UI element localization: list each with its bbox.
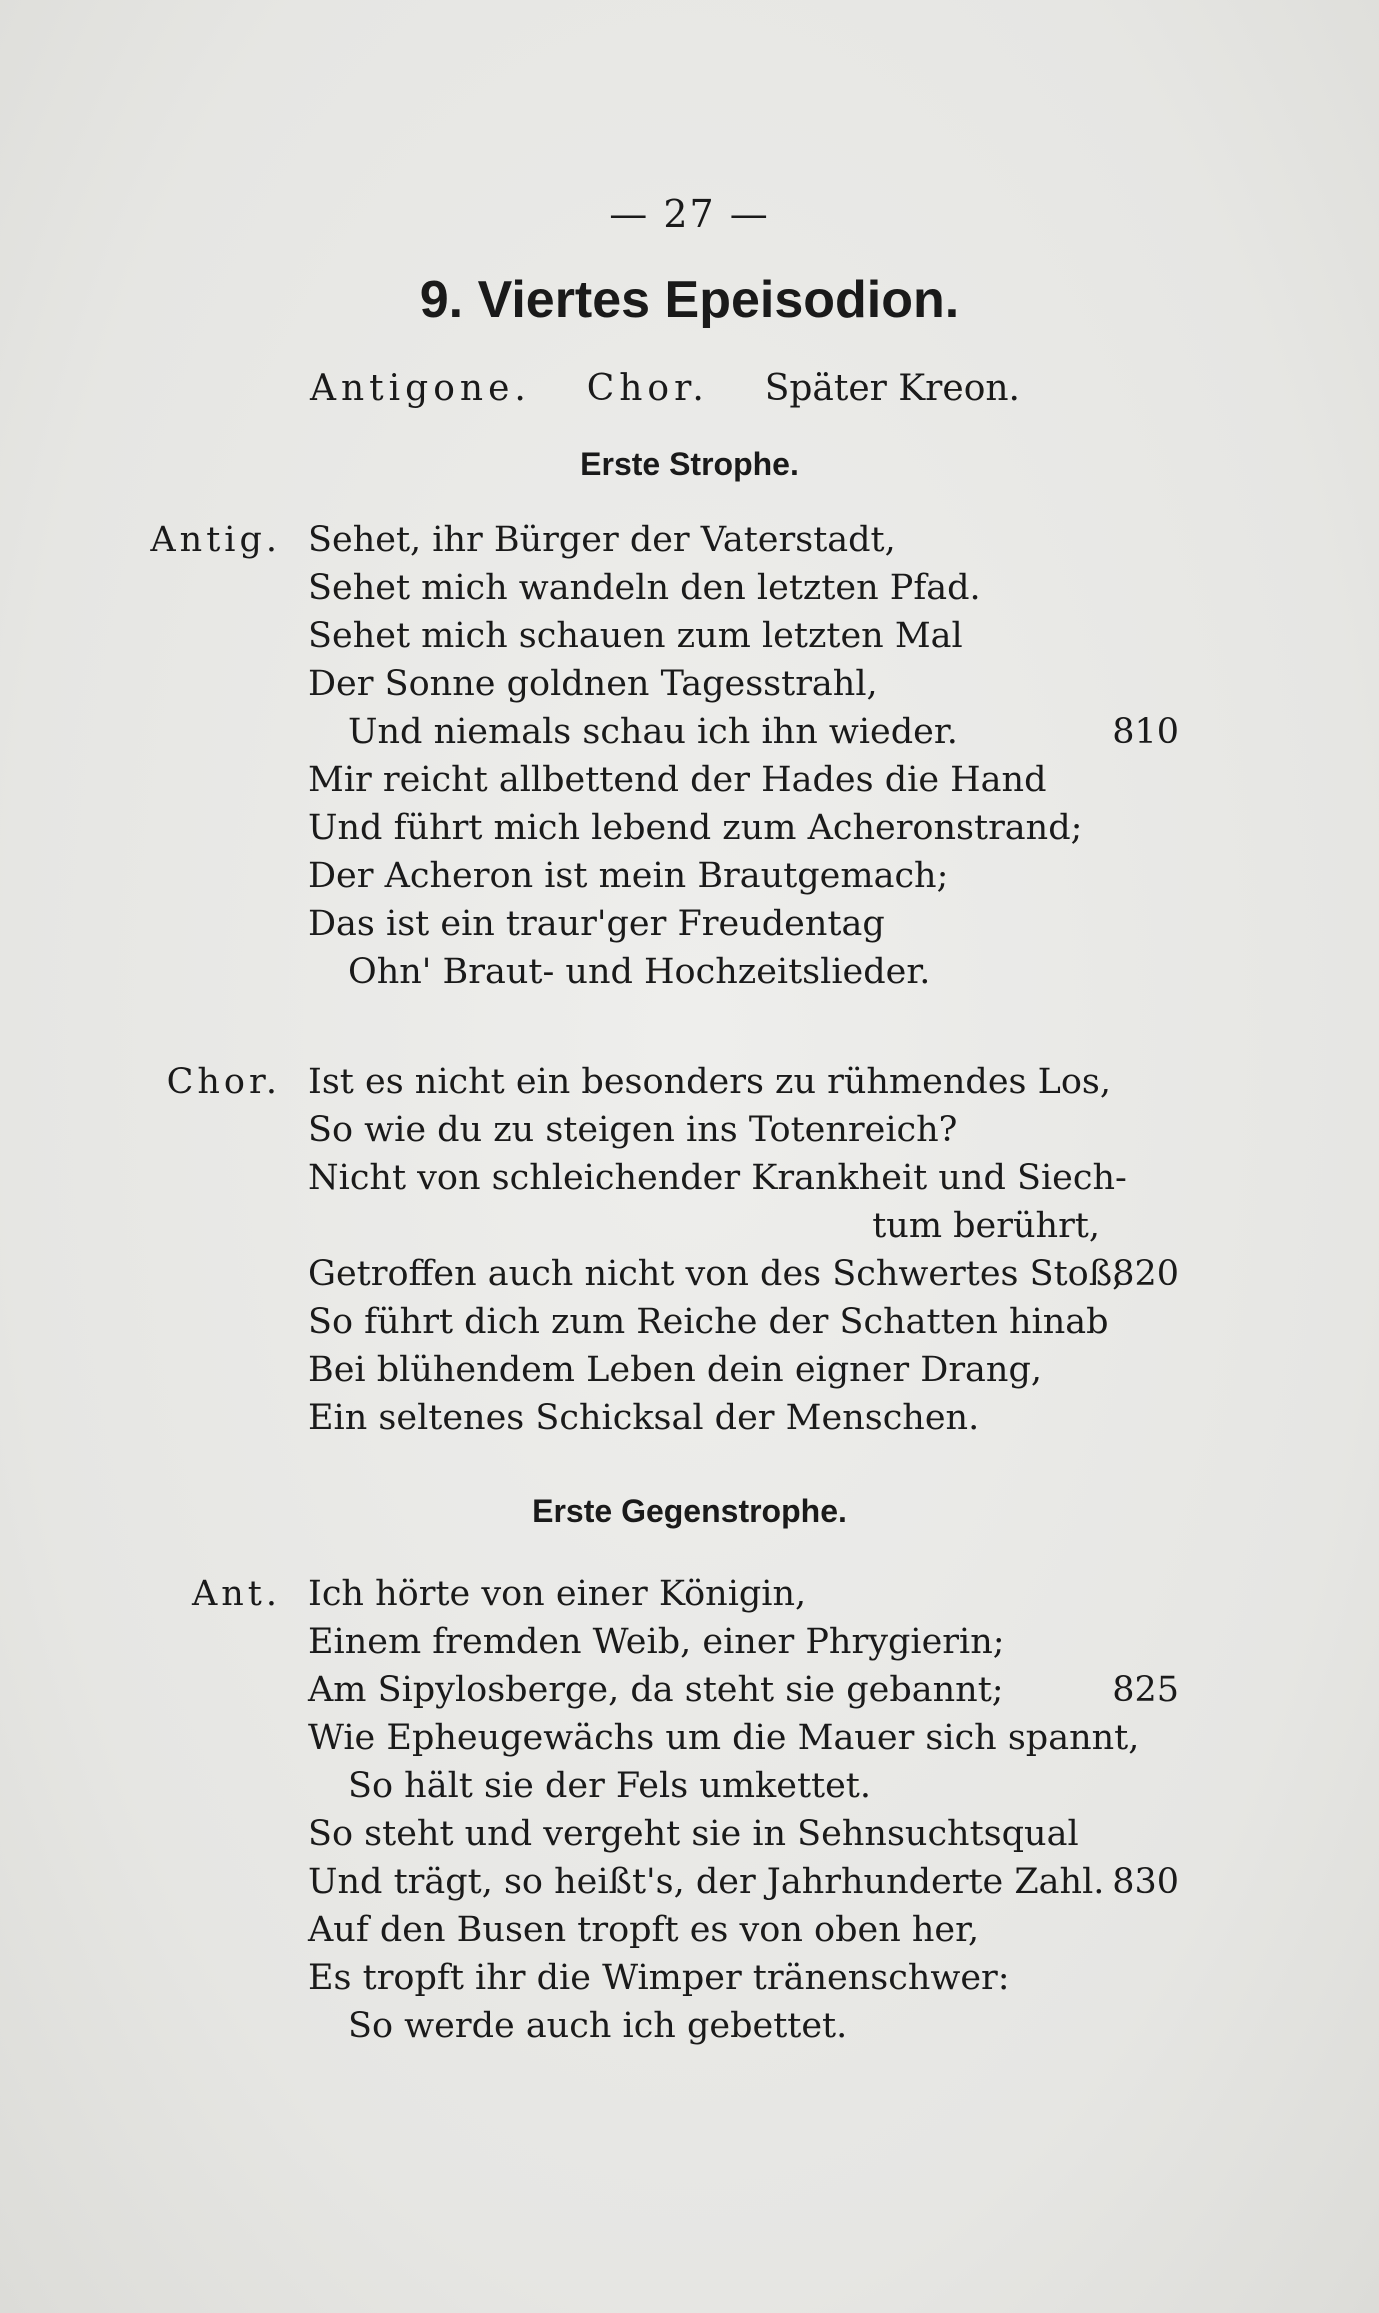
cast-antigone: Antigone. <box>310 368 531 409</box>
verse-line <box>0 1810 1379 1858</box>
verse-line <box>0 1954 1379 2002</box>
verse-line <box>0 1762 1379 1810</box>
speaker-label: Ant. <box>191 1574 281 1614</box>
verse-line <box>0 804 1379 852</box>
verse-text: So werde auch ich gebettet. <box>348 2006 848 2046</box>
verse-line <box>0 564 1379 612</box>
verse-line <box>0 708 1379 756</box>
verse-line <box>0 1394 1379 1442</box>
verse-text: Bei blühendem Leben dein eigner Drang, <box>308 1350 1042 1390</box>
verse-text: Und führt mich lebend zum Acheronstrand; <box>308 808 1083 848</box>
verse-text: So führt dich zum Reiche der Schatten hinab <box>308 1302 1109 1342</box>
verse-text: Sehet mich wandeln den letzten Pfad. <box>308 568 981 608</box>
verse-line <box>0 1714 1379 1762</box>
line-number: 825 <box>1112 1670 1179 1710</box>
verse-text: Mir reicht allbettend der Hades die Hand <box>308 760 1047 800</box>
verse-text: Ich hörte von einer Königin, <box>308 1574 807 1614</box>
verse-text: Nicht von schleichender Krankheit und Siech- <box>308 1158 1127 1198</box>
verse-text: Sehet, ihr Bürger der Vaterstadt, <box>308 520 896 560</box>
verse-text: Ein seltenes Schicksal der Menschen. <box>308 1398 980 1438</box>
verse-line <box>0 660 1379 708</box>
verse-text: So wie du zu steigen ins Totenreich? <box>308 1110 958 1150</box>
verse-line <box>0 2002 1379 2050</box>
verse-text: Es tropft ihr die Wimper tränenschwer: <box>308 1958 1010 1998</box>
cast-kreon: Später Kreon. <box>764 368 1020 409</box>
verse-line <box>0 852 1379 900</box>
verse-line <box>0 1858 1379 1906</box>
verse-text: Getroffen auch nicht von des Schwertes Stoß, <box>308 1254 1124 1294</box>
speaker-label: Chor. <box>166 1062 281 1102</box>
verse-line <box>0 1106 1379 1154</box>
verse-line <box>0 516 1379 564</box>
verse-line <box>0 612 1379 660</box>
verse-text: Das ist ein traur'ger Freudentag <box>308 904 885 944</box>
verse-line <box>0 1058 1379 1106</box>
verse-line <box>0 1154 1379 1202</box>
speaker-label: Antig. <box>150 520 281 560</box>
verse-line <box>0 1346 1379 1394</box>
verse-text: Sehet mich schauen zum letzten Mal <box>308 616 963 656</box>
cast-list <box>310 368 1020 409</box>
page-number: — 27 — <box>609 192 770 236</box>
verse-text: Und niemals schau ich ihn wieder. <box>348 712 958 752</box>
section-heading: Erste Strophe. <box>580 446 799 482</box>
verse-line <box>0 1298 1379 1346</box>
verse-text: Und trägt, so heißt's, der Jahrhunderte Zahl. <box>308 1862 1105 1902</box>
verse-line <box>0 756 1379 804</box>
section-heading: Erste Gegenstrophe. <box>532 1493 847 1529</box>
verse-text: So hält sie der Fels umkettet. <box>348 1766 871 1806</box>
line-number: 820 <box>1112 1254 1179 1294</box>
verse-text: Am Sipylosberge, da steht sie gebannt; <box>308 1670 1004 1710</box>
verse-text: Ohn' Braut- und Hochzeitslieder. <box>348 952 931 992</box>
verse-text: tum berührt, <box>872 1206 1100 1246</box>
verse-line <box>0 1906 1379 1954</box>
chapter-title: 9. Viertes Epeisodion. <box>419 271 960 329</box>
verse-text: Wie Epheugewächs um die Mauer sich spannt, <box>308 1718 1140 1758</box>
cast-chor: Chor. <box>586 368 709 409</box>
line-number: 810 <box>1112 712 1179 752</box>
verse-line <box>0 900 1379 948</box>
verse-text: Der Acheron ist mein Brautgemach; <box>308 856 949 896</box>
verse-text: So steht und vergeht sie in Sehnsuchtsqual <box>308 1814 1079 1854</box>
verse-text: Einem fremden Weib, einer Phrygierin; <box>308 1622 1005 1662</box>
verse-line <box>0 1666 1379 1714</box>
verse-text: Auf den Busen tropft es von oben her, <box>308 1910 980 1950</box>
verse-line <box>0 948 1379 996</box>
verse-line <box>0 1250 1379 1298</box>
verse-line <box>0 1570 1379 1618</box>
verse-line <box>0 1618 1379 1666</box>
line-number: 830 <box>1112 1862 1179 1902</box>
verse-text: Der Sonne goldnen Tagesstrahl, <box>308 664 878 704</box>
verse-text: Ist es nicht ein besonders zu rühmendes Los, <box>308 1062 1112 1102</box>
verse-line <box>0 1202 1379 1250</box>
